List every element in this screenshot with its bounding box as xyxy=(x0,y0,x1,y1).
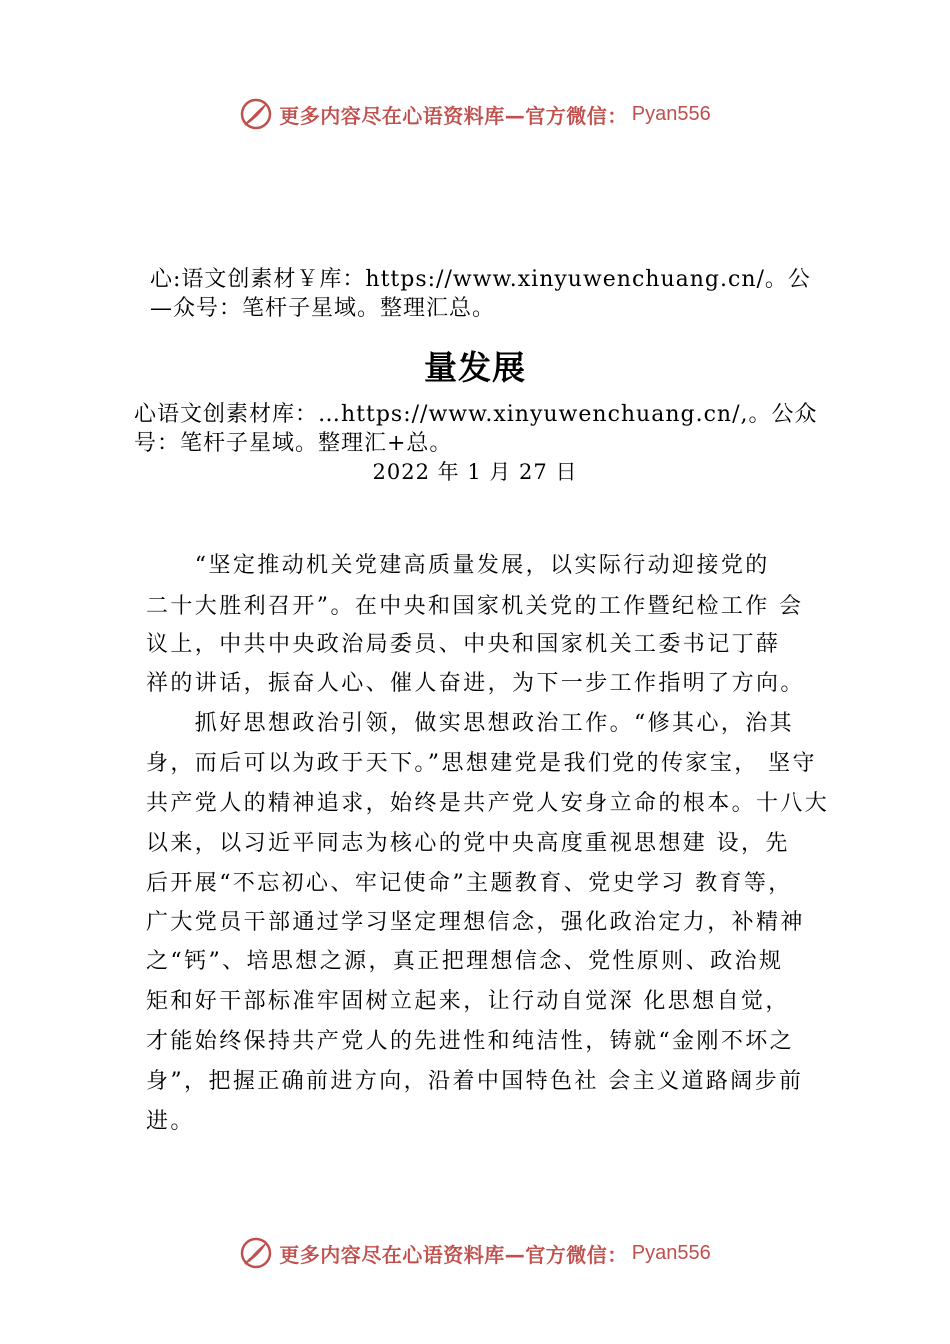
document-date: 2022 年 1 月 27 日 xyxy=(372,460,578,484)
body-line: 身，而后可以为政于天下。”思想建党是我们党的传家宝， 坚守 xyxy=(146,751,817,776)
body-line: 之“钙”、培思想之源，真正把理想信念、党性原则、政治规 xyxy=(146,949,784,974)
bottom-banner xyxy=(0,1233,950,1273)
body-line: 以来，以习近平同志为核心的党中央高度重视思想建 设，先 xyxy=(146,831,790,856)
sub-note-line-1: 心语文创素材库：…https://www.xinyuwenchuang.cn/,。公众 xyxy=(134,402,818,427)
header-note-line-1: 心:语文创素材￥库：https://www.xinyuwenchuang.cn/。公 xyxy=(150,267,811,292)
body-line: 二十大胜利召开”。在中央和国家机关党的工作暨纪检工作 会 xyxy=(146,594,804,619)
feather-pen-logo-icon xyxy=(239,97,273,131)
body-line: 广大党员干部通过学习坚定理想信念，强化政治定力，补精神 xyxy=(146,910,805,935)
banner-contact: Pyan556 xyxy=(631,102,711,125)
banner-text: 更多内容尽在心语资料库—官方微信： xyxy=(279,103,628,128)
page-title: 量发展 xyxy=(424,348,526,387)
body-line: 祥的讲话，振奋人心、催人奋进，为下一步工作指明了方向。 xyxy=(146,671,805,696)
top-banner xyxy=(0,94,950,134)
body-line: 矩和好干部标准牢固树立起来，让行动自觉深 化思想自觉， xyxy=(146,989,790,1014)
body-line: 抓好思想政治引领，做实思想政治工作。“修其心，治其 xyxy=(146,711,795,736)
body-line: “坚定推动机关党建高质量发展，以实际行动迎接党的 xyxy=(146,553,770,578)
body-line: 后开展“不忘初心、牢记使命”主题教育、党史学习 教育等， xyxy=(146,871,793,896)
body-line: 身”，把握正确前进方向，沿着中国特色社 会主义道路阔步前 xyxy=(146,1069,804,1094)
sub-note-line-2: 号：笔杆子星域。整理汇+总。 xyxy=(134,431,453,456)
banner-text: 更多内容尽在心语资料库—官方微信： xyxy=(279,1242,628,1267)
header-note-line-2: —众号：笔杆子星域。整理汇总。 xyxy=(150,296,496,321)
body-line: 共产党人的精神追求，始终是共产党人安身立命的根本。十八大 xyxy=(146,791,830,816)
body-line: 议上，中共中央政治局委员、中央和国家机关工委书记丁薛 xyxy=(146,632,781,657)
feather-pen-logo-icon xyxy=(239,1236,273,1270)
body-line: 进。 xyxy=(146,1109,195,1134)
banner-contact: Pyan556 xyxy=(631,1241,711,1264)
body-line: 才能始终保持共产党人的先进性和纯洁性，铸就“金刚不坏之 xyxy=(146,1029,795,1054)
